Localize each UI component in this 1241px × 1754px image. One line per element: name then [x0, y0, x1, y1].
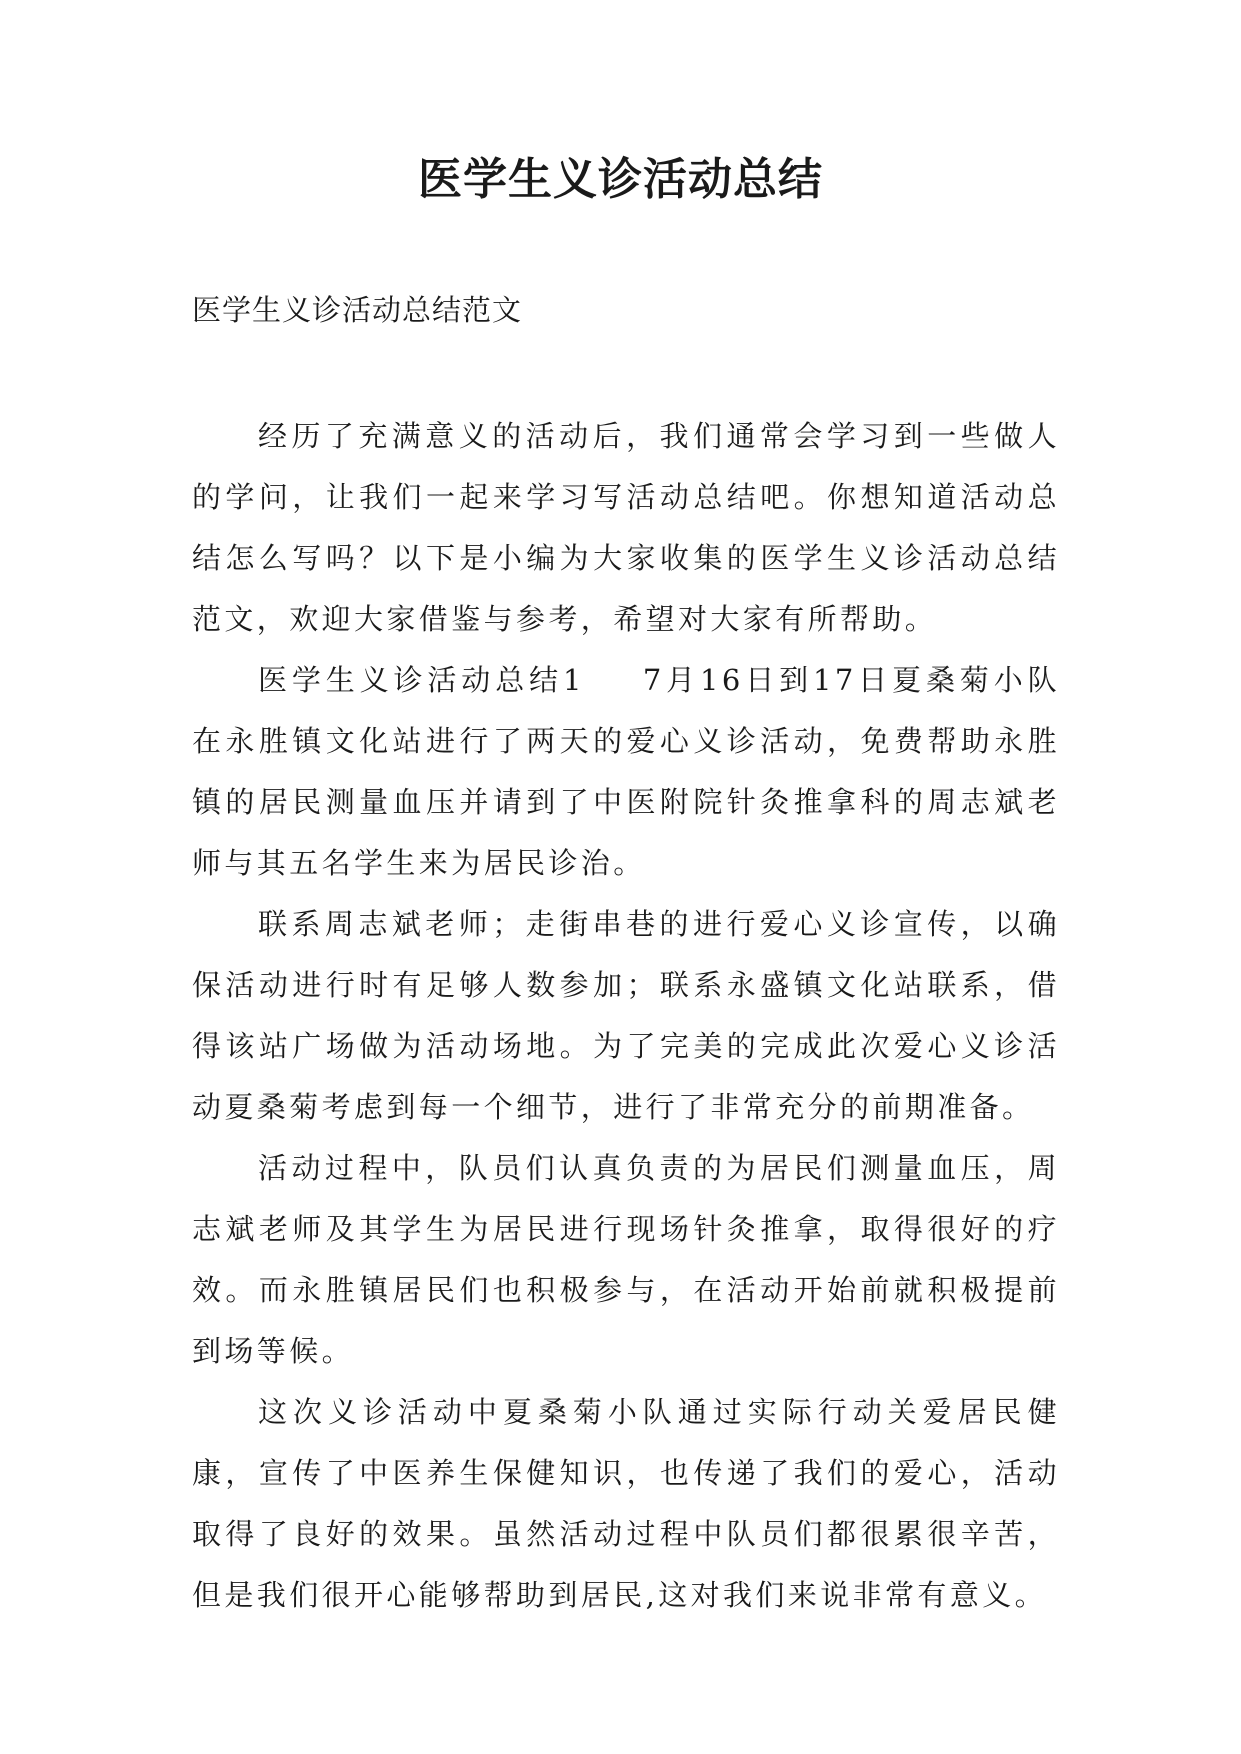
document-title: 医学生义诊活动总结	[418, 154, 823, 205]
document-subtitle: 医学生义诊活动总结范文	[192, 293, 523, 327]
document-body	[192, 406, 1060, 1626]
section1-heading: 医学生义诊活动总结1	[258, 663, 585, 697]
section1-body: 7月16日到17日夏桑菊小队在永胜镇文化站进行了两天的爱心义诊活动，免费帮助永胜镇的居民测量血压并请到了中医附院针灸推拿科的周志斌老师与其五名学生来为居民诊治。	[192, 663, 1060, 880]
section1-paragraph	[192, 650, 1060, 894]
intro-paragraph: 经历了充满意义的活动后，我们通常会学习到一些做人的学问，让我们一起来学习写活动总结吧。你想知道活动总结怎么写吗？以下是小编为大家收集的医学生义诊活动总结范文，欢迎大家借鉴与参考，希望对大家有所帮助。	[192, 419, 1060, 636]
preparation-paragraph: 联系周志斌老师；走街串巷的进行爱心义诊宣传，以确保活动进行时有足够人数参加；联系永盛镇文化站联系，借得该站广场做为活动场地。为了完美的完成此次爱心义诊活动夏桑菊考虑到每一个细节，进行了非常充分的前期准备。	[192, 907, 1060, 1124]
process-paragraph: 活动过程中，队员们认真负责的为居民们测量血压，周志斌老师及其学生为居民进行现场针灸推拿，取得很好的疗效。而永胜镇居民们也积极参与，在活动开始前就积极提前到场等候。	[192, 1151, 1060, 1368]
conclusion-paragraph: 这次义诊活动中夏桑菊小队通过实际行动关爱居民健康，宣传了中医养生保健知识，也传递了我们的爱心，活动取得了良好的效果。虽然活动过程中队员们都很累很辛苦，但是我们很开心能够帮助到居民,这对我们来说非常有意义。	[192, 1395, 1060, 1612]
